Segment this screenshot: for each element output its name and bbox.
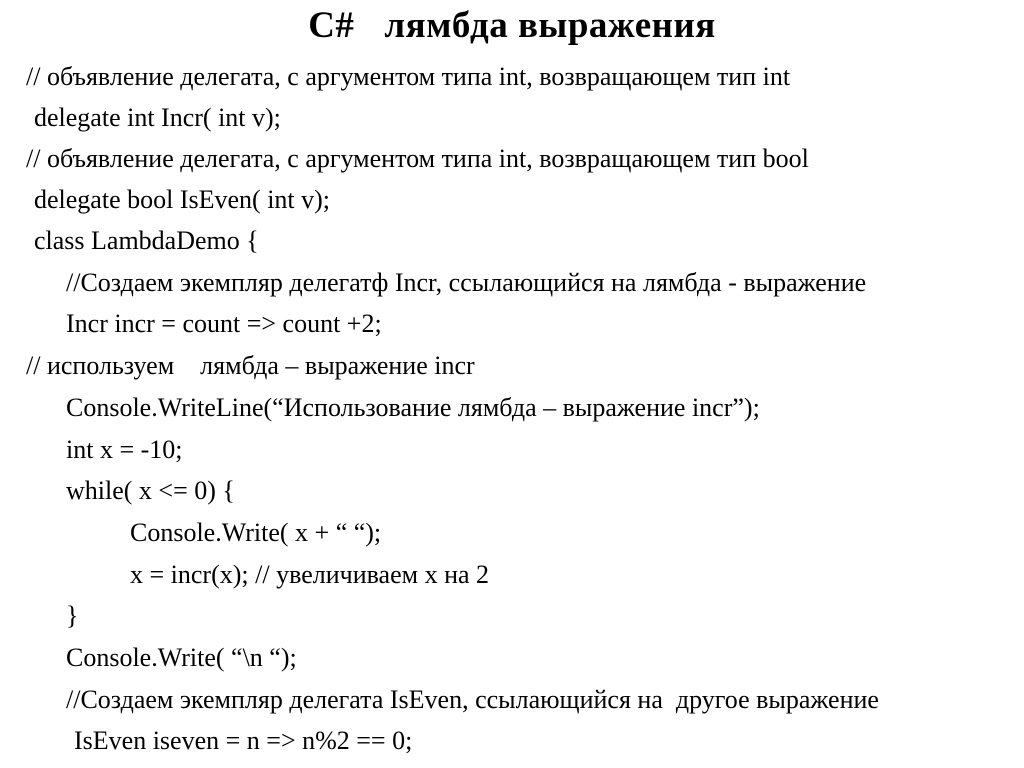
code-line-closing-brace: } xyxy=(66,601,79,630)
code-line-comment-create-incr: //Создаем экемпляр делегатф Incr, ссылающийся на лямбда - выражение xyxy=(66,268,867,297)
code-line-iseven-assignment: IsEven iseven = n => n%2 == 0; xyxy=(74,726,413,755)
code-line-console-write-newline: Console.Write( “\n “); xyxy=(66,643,297,672)
code-line-comment-use-incr: // используем лямбда – выражение incr xyxy=(26,351,475,380)
code-line-class-declaration: class LambdaDemo { xyxy=(34,226,259,255)
code-line-x-increment: x = incr(x); // увеличиваем x на 2 xyxy=(130,560,490,589)
code-line-console-write-x: Console.Write( x + “ “); xyxy=(130,518,382,547)
code-line-while: while( x <= 0) { xyxy=(66,476,235,505)
code-line-delegate-incr: delegate int Incr( int v); xyxy=(34,103,281,132)
title-language: C# xyxy=(308,5,355,46)
slide-title xyxy=(0,4,1024,48)
code-line-incr-assignment: Incr incr = count => count +2; xyxy=(66,309,382,338)
code-line-int-x: int x = -10; xyxy=(66,435,183,464)
code-line-comment-iseven-delegate: // объявление делегата, с аргументом типа int, возвращающем тип bool xyxy=(26,144,809,173)
code-line-delegate-iseven: delegate bool IsEven( int v); xyxy=(34,185,331,214)
title-text: лямбда выражения xyxy=(384,5,716,46)
code-line-comment-incr-delegate: // объявление делегата, с аргументом типа int, возвращающем тип int xyxy=(26,62,791,91)
code-line-writeline: Console.WriteLine(“Использование лямбда – выражение incr”); xyxy=(66,393,760,422)
code-line-comment-create-iseven: //Создаем экемпляр делегата IsEven, ссылающийся на другое выражение xyxy=(66,685,879,714)
